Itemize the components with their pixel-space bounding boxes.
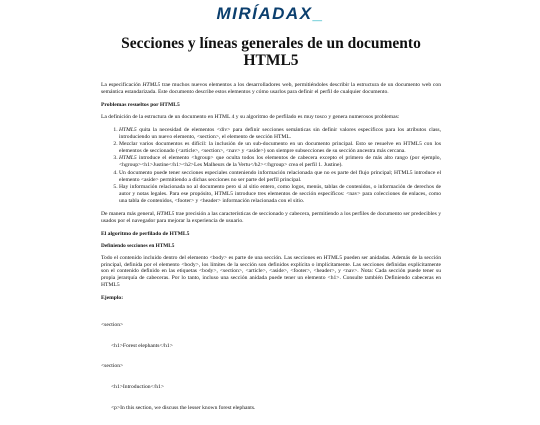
intro-paragraph: La especificación HTML5 trae muchos nuevos elementos a los desarrolladores web, permitiéndoles describir la estructura de un documento web con semántica estandarizada. Este documento describe estos elementos y cómo usarlos para definir el perfil de cualquier documento. xyxy=(101,82,441,95)
list-item: 2. Mezclar varios documentos es difícil: la inclusión de un sub-documento en un documento principal. Esto se resuelve en HTML5 con los elementos de seccionado (<article>, <section>, <nav> y <aside>) son siempre subsecciones de su sección ancestra más cercana. xyxy=(119,141,441,155)
document-body xyxy=(101,35,441,425)
sections-subheading: Definiendo secciones en HTML5 xyxy=(101,242,175,249)
code-line: <section> xyxy=(101,363,124,370)
summary-paragraph: De manera más general, HTML5 trae precisión a las características de seccionado y cabecera, permitiendo a los perfiles de documento ser predecibles y usados por el navegador para mejorar la experiencia de usuario. xyxy=(101,210,441,224)
code-line: <h1>Forest elephants</h1> xyxy=(111,342,173,349)
miriadax-logo[interactable] xyxy=(0,5,540,23)
list-item: 1. HTML5 quita la necesidad de elementos <div> para definir secciones semánticas sin definir valores específicos para los atributos class, introduciendo un nuevo elemento, <section>, el elemento de sección HTML. xyxy=(119,127,441,141)
code-example xyxy=(101,308,441,425)
issues-list xyxy=(110,127,441,205)
list-item: 4. Un documento puede tener secciones especiales conteniendo información relacionada que no es parte del flujo principal; HTML5 introduce el elemento <aside> permitiendo a dichas secciones no ser parte del perfil principal. xyxy=(119,170,441,184)
logo-text: MIRÍADAX xyxy=(216,4,313,23)
code-line: <p>In this section, we discuss the lesser known forest elephants. xyxy=(111,404,256,411)
page-title: Secciones y líneas generales de un documento HTML5 xyxy=(121,35,421,69)
list-item: 5. Hay información relacionada no al documento pero si al sitio entero, como logos, menús, tablas de contenidos, o información de derechos de autor y notas legales. Para ese propósito, HTML5 introduce tres elementos de sección específicos: <nav> para colecciones de enlaces, como una tabla de contenidos, <footer> y <header> información relacionada con el sitio. xyxy=(119,184,441,205)
list-item: 3. HTML5 introduce el elemento <hgroup> que oculta todos los elementos de cabecera excepto el primero de más alto rango (por ejemplo, <hgroup><h1>Justine</h1><h2>Les Malheurs de la Vertu</h2></hgroup> crea el perfil 1. Justine). xyxy=(119,155,441,169)
problems-intro: La definición de la estructura de un documento en HTML 4 y su algoritmo de perfilado es muy tosco y genera numerosos problemas: xyxy=(101,113,400,120)
logo-underscore: _ xyxy=(312,4,324,23)
algorithm-heading: El algoritmo de perfilado de HTML5 xyxy=(101,230,190,237)
problems-heading: Problemas resueltos por HTML5 xyxy=(101,101,180,108)
code-line: <section> xyxy=(101,321,124,328)
code-line: <h1>Introduction</h1> xyxy=(111,384,165,390)
example-label: Ejemplo: xyxy=(101,295,124,302)
sections-paragraph: Todo el contenido incluido dentro del elemento <body> es parte de una sección. Las secciones en HTML5 pueden ser anidadas. Además de la sección principal, definida por el elemento <body>, los límites de la sección son definidos explícita o implícitamente. Las secciones definidas explícitamente son el contenido definido en las etiquetas <body>, <section>, <article>, <aside>, <footer>, <header>, y <nav>. Nota: Cada sección puede tener su propia jerarquía de cabeceras. Por lo tanto, incluso una sección anidada puede tener un elemento <h1>. Consulte también Definiendo cabeceras en HTML5 xyxy=(101,254,441,289)
